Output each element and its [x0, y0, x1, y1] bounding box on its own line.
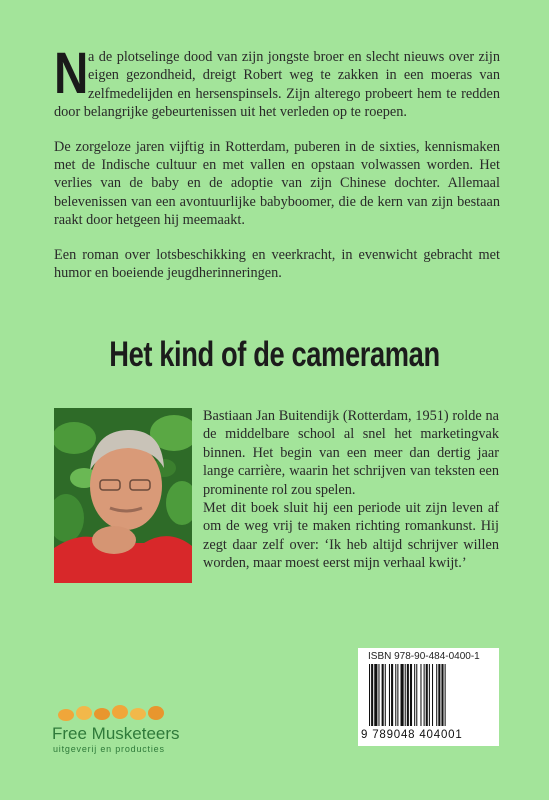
bio-paragraph-2: Met dit boek sluit hij een periode uit zijn leven af om de weg vrij te maken richting romankunst. Hij zegt daar zelf over: ‘Ik heb altijd schrijver willen worden, maar moest eerst mijn verhaal kwijt.’ [203, 500, 499, 572]
blurb [54, 41, 500, 298]
drop-cap: N [54, 41, 89, 106]
publisher-logo [50, 700, 210, 760]
blurb-paragraph-2: De zorgeloze jaren vijftig in Rotterdam, puberen in de sixties, kennismaken met de Indische cultuur en met vallen en opstaan volwassen worden. Het verlies van de baby en de adoptie van zijn Chinese dochter. Allemaal belevenissen van een avontuurlijke babyboomer, die de kern van zijn bestaan raakt door hetgeen hij meemaakt. [54, 138, 500, 229]
isbn-barcode-box [358, 648, 499, 746]
musketeer-hats-icon [58, 702, 168, 724]
publisher-name: Free Musketeers [52, 724, 180, 743]
author-photo [54, 408, 192, 583]
blurb-paragraph-1-text: a de plotselinge dood van zijn jongste broer en slecht nieuws over zijn eigen gezondheid, dreigt Robert weg te zakken in een moeras van zelfmedelijden en hersenspinsels. Zijn alterego probeert hem te redden door belangrijke gebeurtenissen uit het verleden op te roepen. [54, 49, 500, 121]
blurb-paragraph-1 [54, 41, 500, 122]
author-portrait-illustration [54, 408, 192, 583]
blurb-paragraph-3: Een roman over lotsbeschikking en veerkracht, in evenwicht gebracht met humor en boeiende jeugdherinneringen. [54, 246, 500, 282]
publisher-tagline: uitgeverij en producties [53, 744, 165, 754]
ean-number: 9 789048 404001 [361, 729, 463, 741]
isbn-label: ISBN 978-90-484-0400-1 [368, 651, 480, 662]
bio-paragraph-1: Bastiaan Jan Buitendijk (Rotterdam, 1951) rolde na de middelbare school al snel het marketingvak binnen. Het begin van een meer dan dertig jaar lange carrière, waarin het schrijven van teksten een prominente rol zou spelen. [203, 408, 499, 498]
barcode [367, 664, 491, 728]
book-title: Het kind of de cameraman [109, 335, 440, 374]
author-bio [203, 407, 499, 573]
